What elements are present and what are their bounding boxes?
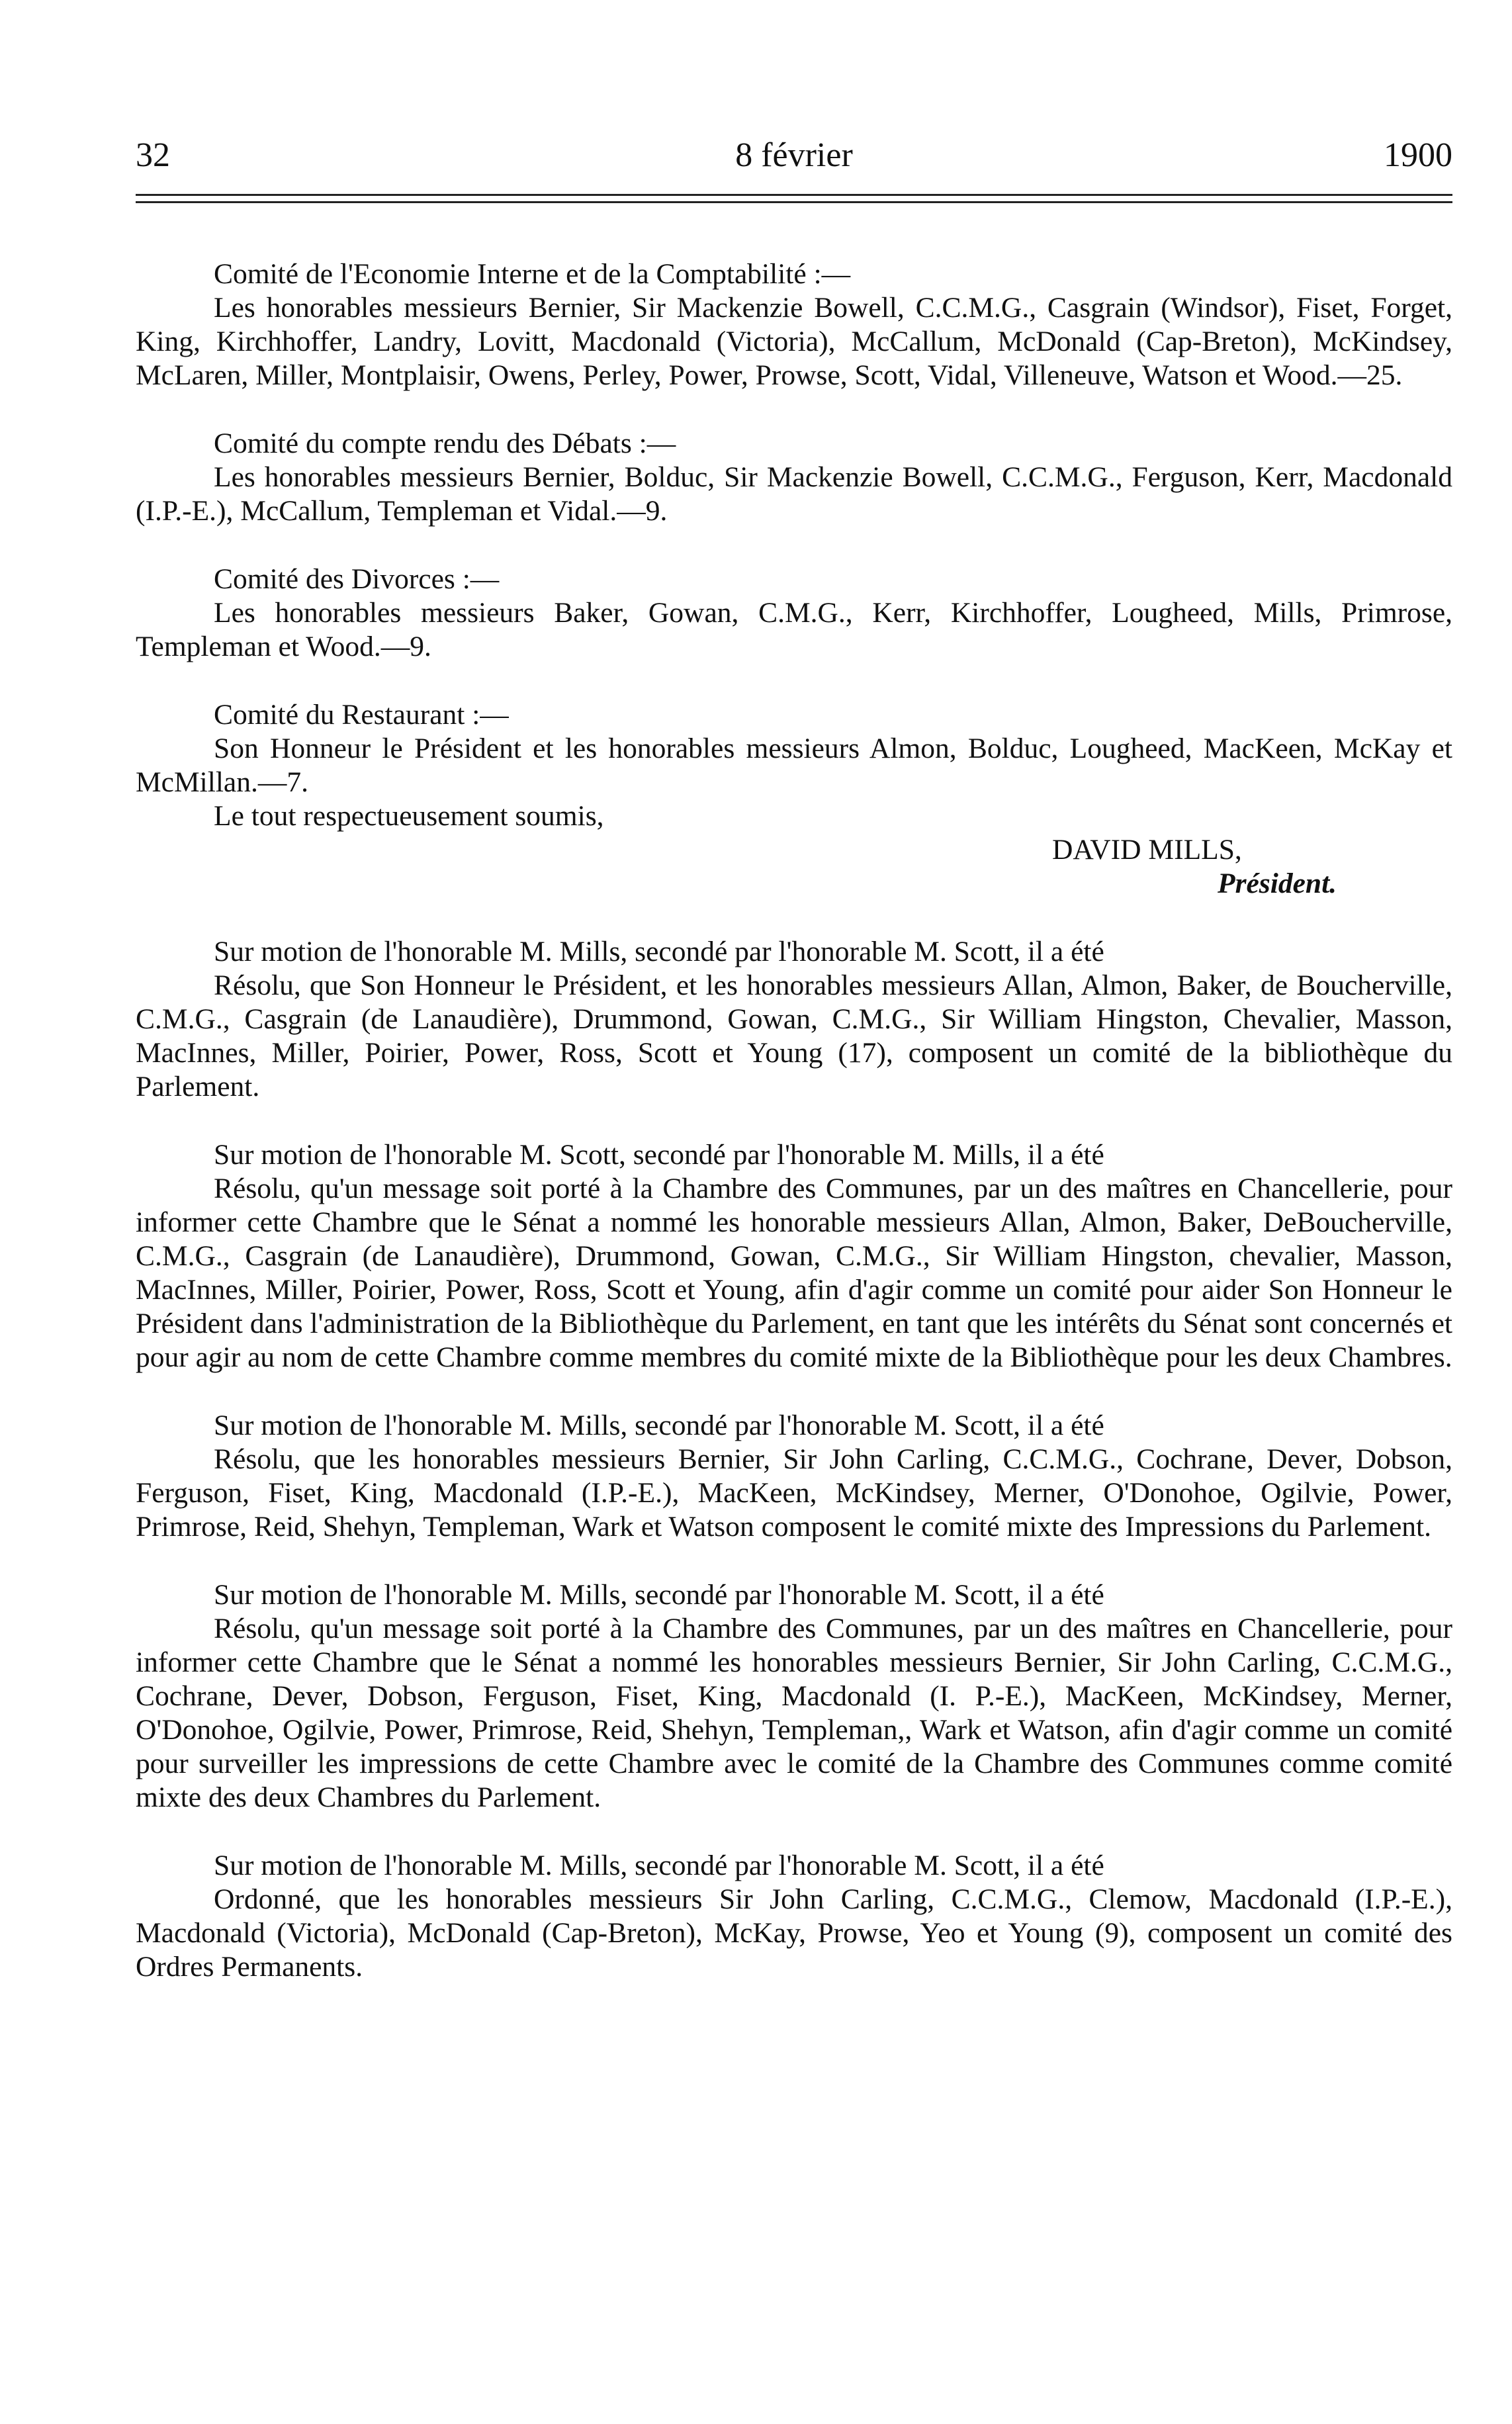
page-number: 32 <box>136 136 170 174</box>
header-rule-top <box>136 194 1452 196</box>
motion-text: Résolu, que Son Honneur le Président, et les honorables messieurs Allan, Almon, Baker, de Boucherville, C.M.G., Casgrain (de Lanaudière), Drummond, Gowan, C.M.G., Sir William Hingston, Chevalier, Masson, MacInnes, Miller, Poirier, Power, Ross, Scott et Young (17), composent un comité de la bibliothèque du Parlement. <box>136 969 1452 1102</box>
motion-text: Résolu, qu'un message soit porté à la Chambre des Communes, par un des maîtres en Chancellerie, pour informer cette Chambre que le Sénat a nommé les honorables messieurs Bernier, Sir John Carling, C.C.M.G., Cochrane, Dever, Dobson, Ferguson, Fiset, King, Macdonald (I. P.-E.), MacKeen, McKindsey, Merner, O'Donohoe, Ogilvie, Power, Primrose, Reid, Shehyn, Templeman,, Wark et Watson, afin d'agir comme un comité pour surveiller les impressions de cette Chambre avec le comité de la Chambre des Communes comme comité mixte des deux Chambres du Parlement. <box>136 1613 1452 1813</box>
motion-section <box>136 1849 1452 1984</box>
motion-section <box>136 935 1452 1104</box>
signature-name: DAVID MILLS, <box>1052 834 1242 866</box>
motion-opening: Sur motion de l'honorable M. Scott, secondé par l'honorable M. Mills, il a été <box>214 1139 1104 1171</box>
committee-members: Les honorables messieurs Bernier, Bolduc, Sir Mackenzie Bowell, C.C.M.G., Ferguson, Kerr, Macdonald (I.P.-E.), McCallum, Templeman et Vidal.—9. <box>136 461 1452 527</box>
header-date: 8 février <box>735 136 853 174</box>
committee-section <box>136 698 1452 901</box>
header-year: 1900 <box>1384 136 1452 174</box>
motion-opening: Sur motion de l'honorable M. Mills, secondé par l'honorable M. Scott, il a été <box>214 936 1104 967</box>
motion-text: Résolu, que les honorables messieurs Bernier, Sir John Carling, C.C.M.G., Cochrane, Dever, Dobson, Ferguson, Fiset, King, Macdonald (I.P.-E.), MacKeen, McKindsey, Merner, O'Donohoe, Ogilvie, Power, Primrose, Reid, Shehyn, Templeman, Wark et Watson composent le comité mixte des Impressions du Parlement. <box>136 1443 1452 1543</box>
motion-opening: Sur motion de l'honorable M. Mills, secondé par l'honorable M. Scott, il a été <box>214 1410 1104 1441</box>
committee-section <box>136 562 1452 664</box>
committee-heading: Comité du Restaurant :— <box>214 699 509 731</box>
motion-section <box>136 1578 1452 1815</box>
committee-members: Son Honneur le Président et les honorables messieurs Almon, Bolduc, Lougheed, MacKeen, McKay et McMillan.—7. <box>136 733 1452 798</box>
page-header <box>136 129 1452 182</box>
motion-opening: Sur motion de l'honorable M. Mills, secondé par l'honorable M. Scott, il a été <box>214 1579 1104 1611</box>
header-rule-bottom <box>136 201 1452 203</box>
motion-section <box>136 1409 1452 1544</box>
closing-line: Le tout respectueusement soumis, <box>214 800 604 832</box>
motion-text: Résolu, qu'un message soit porté à la Chambre des Communes, par un des maîtres en Chancellerie, pour informer cette Chambre que le Sénat a nommé les honorable messieurs Allan, Almon, Baker, DeBoucherville, C.M.G., Casgrain (de Lanaudière), Drummond, Gowan, C.M.G., Sir William Hingston, chevalier, Masson, MacInnes, Miller, Poirier, Power, Ross, Scott et Young, afin d'agir comme un comité pour aider Son Honneur le Président dans l'administration de la Bibliothèque du Parlement, en tant que les intérêts du Sénat sont concernés et pour agir au nom de cette Chambre comme membres du comité mixte de la Bibliothèque pour les deux Chambres. <box>136 1173 1452 1373</box>
motion-section <box>136 1138 1452 1374</box>
motion-text: Ordonné, que les honorables messieurs Sir John Carling, C.C.M.G., Clemow, Macdonald (I.P.-E.), Macdonald (Victoria), McDonald (Cap-Breton), McKay, Prowse, Yeo et Young (9), composent un comité des Ordres Permanents. <box>136 1883 1452 1983</box>
motion-opening: Sur motion de l'honorable M. Mills, secondé par l'honorable M. Scott, il a été <box>214 1850 1104 1881</box>
committee-section <box>136 257 1452 392</box>
committee-members: Les honorables messieurs Baker, Gowan, C.M.G., Kerr, Kirchhoffer, Lougheed, Mills, Primrose, Templeman et Wood.—9. <box>136 597 1452 662</box>
signature-title: Président. <box>1218 868 1337 899</box>
document-body <box>136 257 1452 1984</box>
committee-members: Les honorables messieurs Bernier, Sir Mackenzie Bowell, C.C.M.G., Casgrain (Windsor), Fiset, Forget, King, Kirchhoffer, Landry, Lovitt, Macdonald (Victoria), McCallum, McDonald (Cap-Breton), McKindsey, McLaren, Miller, Montplaisir, Owens, Perley, Power, Prowse, Scott, Vidal, Villeneuve, Watson et Wood.—25. <box>136 292 1452 391</box>
committee-section <box>136 427 1452 528</box>
committee-heading: Comité de l'Economie Interne et de la Comptabilité :— <box>214 258 851 290</box>
page <box>136 129 1452 2018</box>
committee-heading: Comité du compte rendu des Débats :— <box>214 427 676 459</box>
committee-heading: Comité des Divorces :— <box>214 563 500 595</box>
